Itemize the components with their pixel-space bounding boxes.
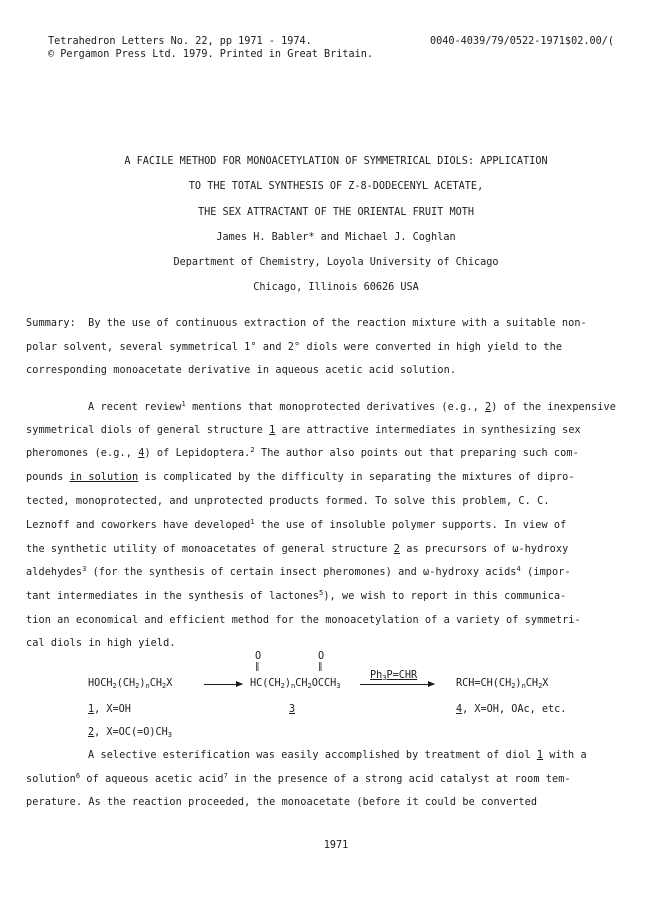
- reference-1b: 1: [250, 518, 255, 526]
- para1-line-2: symmetrical diols of general structure 1 are attractive intermediates in synthesizing sex: [26, 425, 581, 436]
- reference-1: 1: [181, 400, 186, 408]
- page-number: 1971: [323, 840, 349, 851]
- carbonyl-oxygen-2: O: [318, 651, 325, 662]
- para1-line-1: A recent review$^1$ mentions that monoprotected derivatives (e.g., 2) of the inexpensive: [88, 400, 616, 413]
- para2-line-3: perature. As the reaction proceeded, the monoacetate (before it could be converted: [26, 797, 538, 808]
- summary-line-3: corresponding monoacetate derivative in aqueous acetic acid solution.: [26, 365, 457, 376]
- reaction-arrow-1: [204, 684, 242, 685]
- diol-structure-1: $HOCH_2(CH_2)_nCH_2X$: [88, 678, 173, 690]
- carbonyl-oxygen-1: O: [255, 651, 262, 662]
- para1-line-5: tected, monoprotected, and unprotected products formed. To solve this problem, C. C.: [26, 496, 550, 507]
- affiliation-city: Chicago, Illinois 60626 USA: [253, 282, 419, 293]
- para1-line-10: tion an economical and efficient method for the monoacetylation of a variety of symmetri-: [26, 615, 581, 626]
- compound-4-ref: 4: [138, 448, 145, 459]
- summary-line-2: polar solvent, several symmetrical 1° and 2° diols were converted in high yield to the: [26, 342, 563, 353]
- reference-6: 6: [75, 772, 81, 780]
- compound-1-ref-b: 1: [536, 750, 544, 761]
- reference-2: 2: [250, 446, 255, 454]
- article-code: 0040-4039/79/0522-1971$02.00/(: [430, 36, 615, 47]
- para1-line-8: aldehydes$^3$ (for the synthesis of certain insect pheromones) and ω-hydroxy acids$^4$ (impor-: [26, 565, 571, 578]
- para1-line-4: pounds in solution is complicated by the difficulty in separating the mixtures of dipro-: [26, 472, 575, 483]
- compound-2-ref-b: 2: [393, 544, 401, 555]
- compound-2-label: 2, $X=OC(=O)CH_3$: [88, 727, 172, 739]
- para1-line-6: Leznoff and coworkers have developed$^1$ the use of insoluble polymer supports. In view of: [26, 518, 567, 531]
- compound-1-ref: 1: [269, 425, 276, 436]
- title-line-2: TO THE TOTAL SYNTHESIS OF Z-8-DODECENYL ACETATE,: [188, 181, 484, 192]
- wittig-reagent: $Ph_3P=CHR$: [370, 670, 418, 682]
- reference-4: 4: [516, 565, 521, 573]
- compound-4-label: 4, X=OH, OAc, etc.: [456, 704, 567, 715]
- title-line-3: THE SEX ATTRACTANT OF THE ORIENTAL FRUIT MOTH: [197, 207, 474, 218]
- reference-7: 7: [223, 772, 228, 780]
- para1-line-3: pheromones (e.g., 4) of Lepidoptera.$^2$ The author also points out that preparing such com-: [26, 446, 579, 459]
- title-line-1: A FACILE METHOD FOR MONOACETYLATION OF SYMMETRICAL DIOLS: APPLICATION: [124, 156, 548, 167]
- journal-citation: Tetrahedron Letters No. 22, pp 1971 - 1974.: [48, 36, 312, 47]
- compound-2-ref: 2: [485, 402, 492, 413]
- alkene-product-structure-4: $RCH=CH(CH_2)_nCH_2X$: [456, 678, 549, 690]
- reaction-arrow-2: [360, 684, 434, 685]
- para1-line-9: tant intermediates in the synthesis of lactones$^5$), we wish to report in this communica-: [26, 589, 567, 602]
- reference-3: 3: [82, 565, 87, 573]
- para2-line-1: A selective esterification was easily accomplished by treatment of diol 1 with a: [88, 750, 587, 761]
- double-bond-1: ‖: [255, 662, 260, 672]
- para1-line-11: cal diols in high yield.: [26, 638, 176, 649]
- para2-line-2: solution$^6$ of aqueous acetic acid$^7$ in the presence of a strong acid catalyst at room tem-: [26, 772, 571, 785]
- compound-1-label: 1, X=OH: [88, 704, 131, 715]
- copyright-line: © Pergamon Press Ltd. 1979. Printed in Great Britain.: [48, 49, 374, 60]
- reference-5: 5: [318, 589, 324, 597]
- in-solution-emphasis: in solution: [69, 472, 139, 483]
- summary-line-1: Summary: By the use of continuous extraction of the reaction mixture with a suitable non-: [26, 318, 587, 329]
- compound-3-label: 3: [289, 704, 296, 715]
- authors: James H. Babler* and Michael J. Coghlan: [216, 232, 456, 243]
- para1-line-7: the synthetic utility of monoacetates of general structure 2 as precursors of ω-hydroxy: [26, 544, 569, 555]
- summary-label: Summary:: [26, 318, 76, 329]
- affiliation-department: Department of Chemistry, Loyola University of Chicago: [173, 257, 499, 268]
- aldehyde-ester-structure-3: $HC(CH_2)_nCH_2OCCH_3$: [250, 678, 341, 690]
- double-bond-2: ‖: [318, 662, 323, 672]
